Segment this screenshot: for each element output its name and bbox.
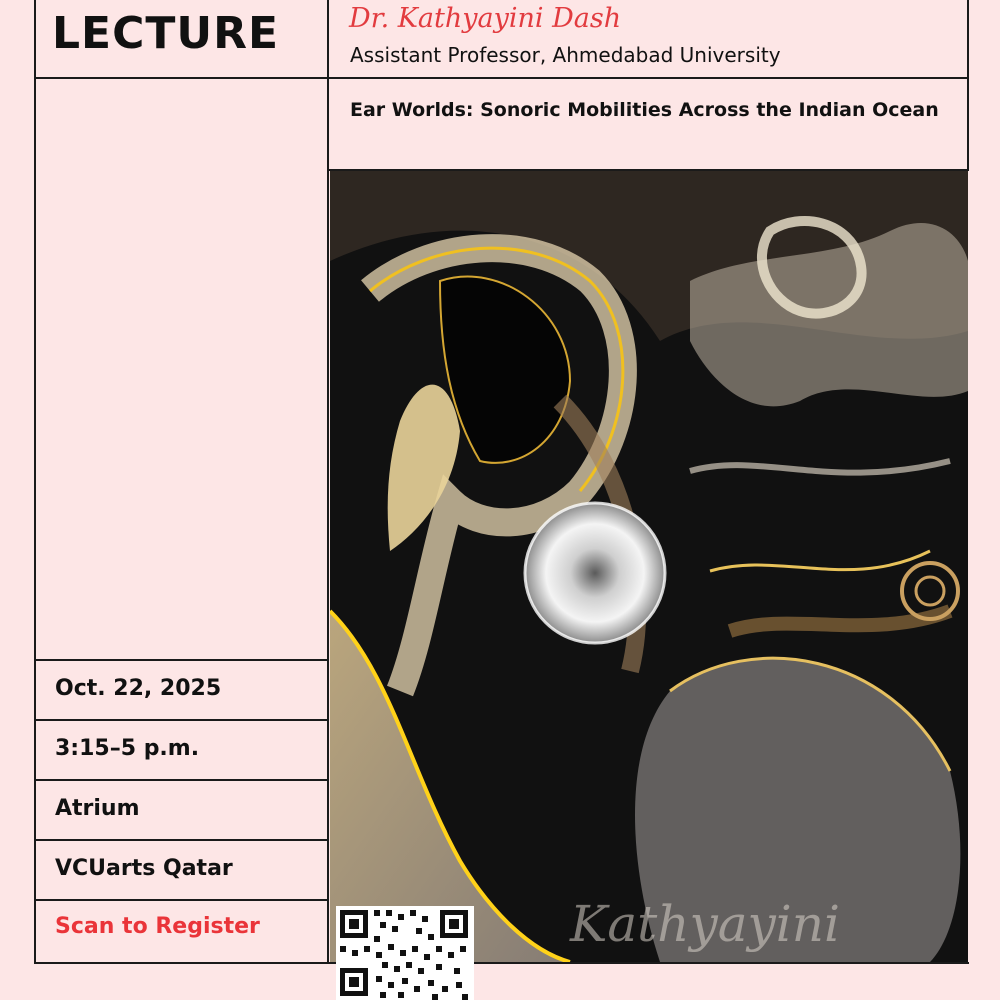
event-venue: VCUarts Qatar	[55, 856, 233, 881]
speaker-role: Assistant Professor, Ahmedabad University	[350, 43, 781, 67]
grid-line-room-top	[34, 779, 329, 781]
qr-code-icon[interactable]	[336, 906, 474, 1000]
artwork-signature: Kathyayini	[570, 895, 840, 953]
event-room: Atrium	[55, 796, 140, 821]
speaker-name: Dr. Kathyayini Dash	[349, 3, 622, 34]
ear-artwork	[330, 171, 968, 962]
grid-line-middle	[327, 0, 329, 964]
event-time: 3:15–5 p.m.	[55, 736, 200, 761]
grid-line-cta-top	[34, 899, 329, 901]
grid-line-right	[967, 0, 969, 171]
grid-line-header-bottom	[34, 77, 969, 79]
grid-line-bottom	[34, 962, 969, 964]
grid-line-left	[34, 0, 36, 964]
event-date: Oct. 22, 2025	[55, 676, 222, 701]
grid-line-venue-top	[34, 839, 329, 841]
event-type-heading: LECTURE	[52, 8, 280, 59]
grid-line-time-top	[34, 719, 329, 721]
register-link[interactable]: Scan to Register	[55, 914, 260, 939]
grid-line-date-top	[34, 659, 329, 661]
talk-title: Ear Worlds: Sonoric Mobilities Across the Indian Ocean	[350, 99, 939, 121]
